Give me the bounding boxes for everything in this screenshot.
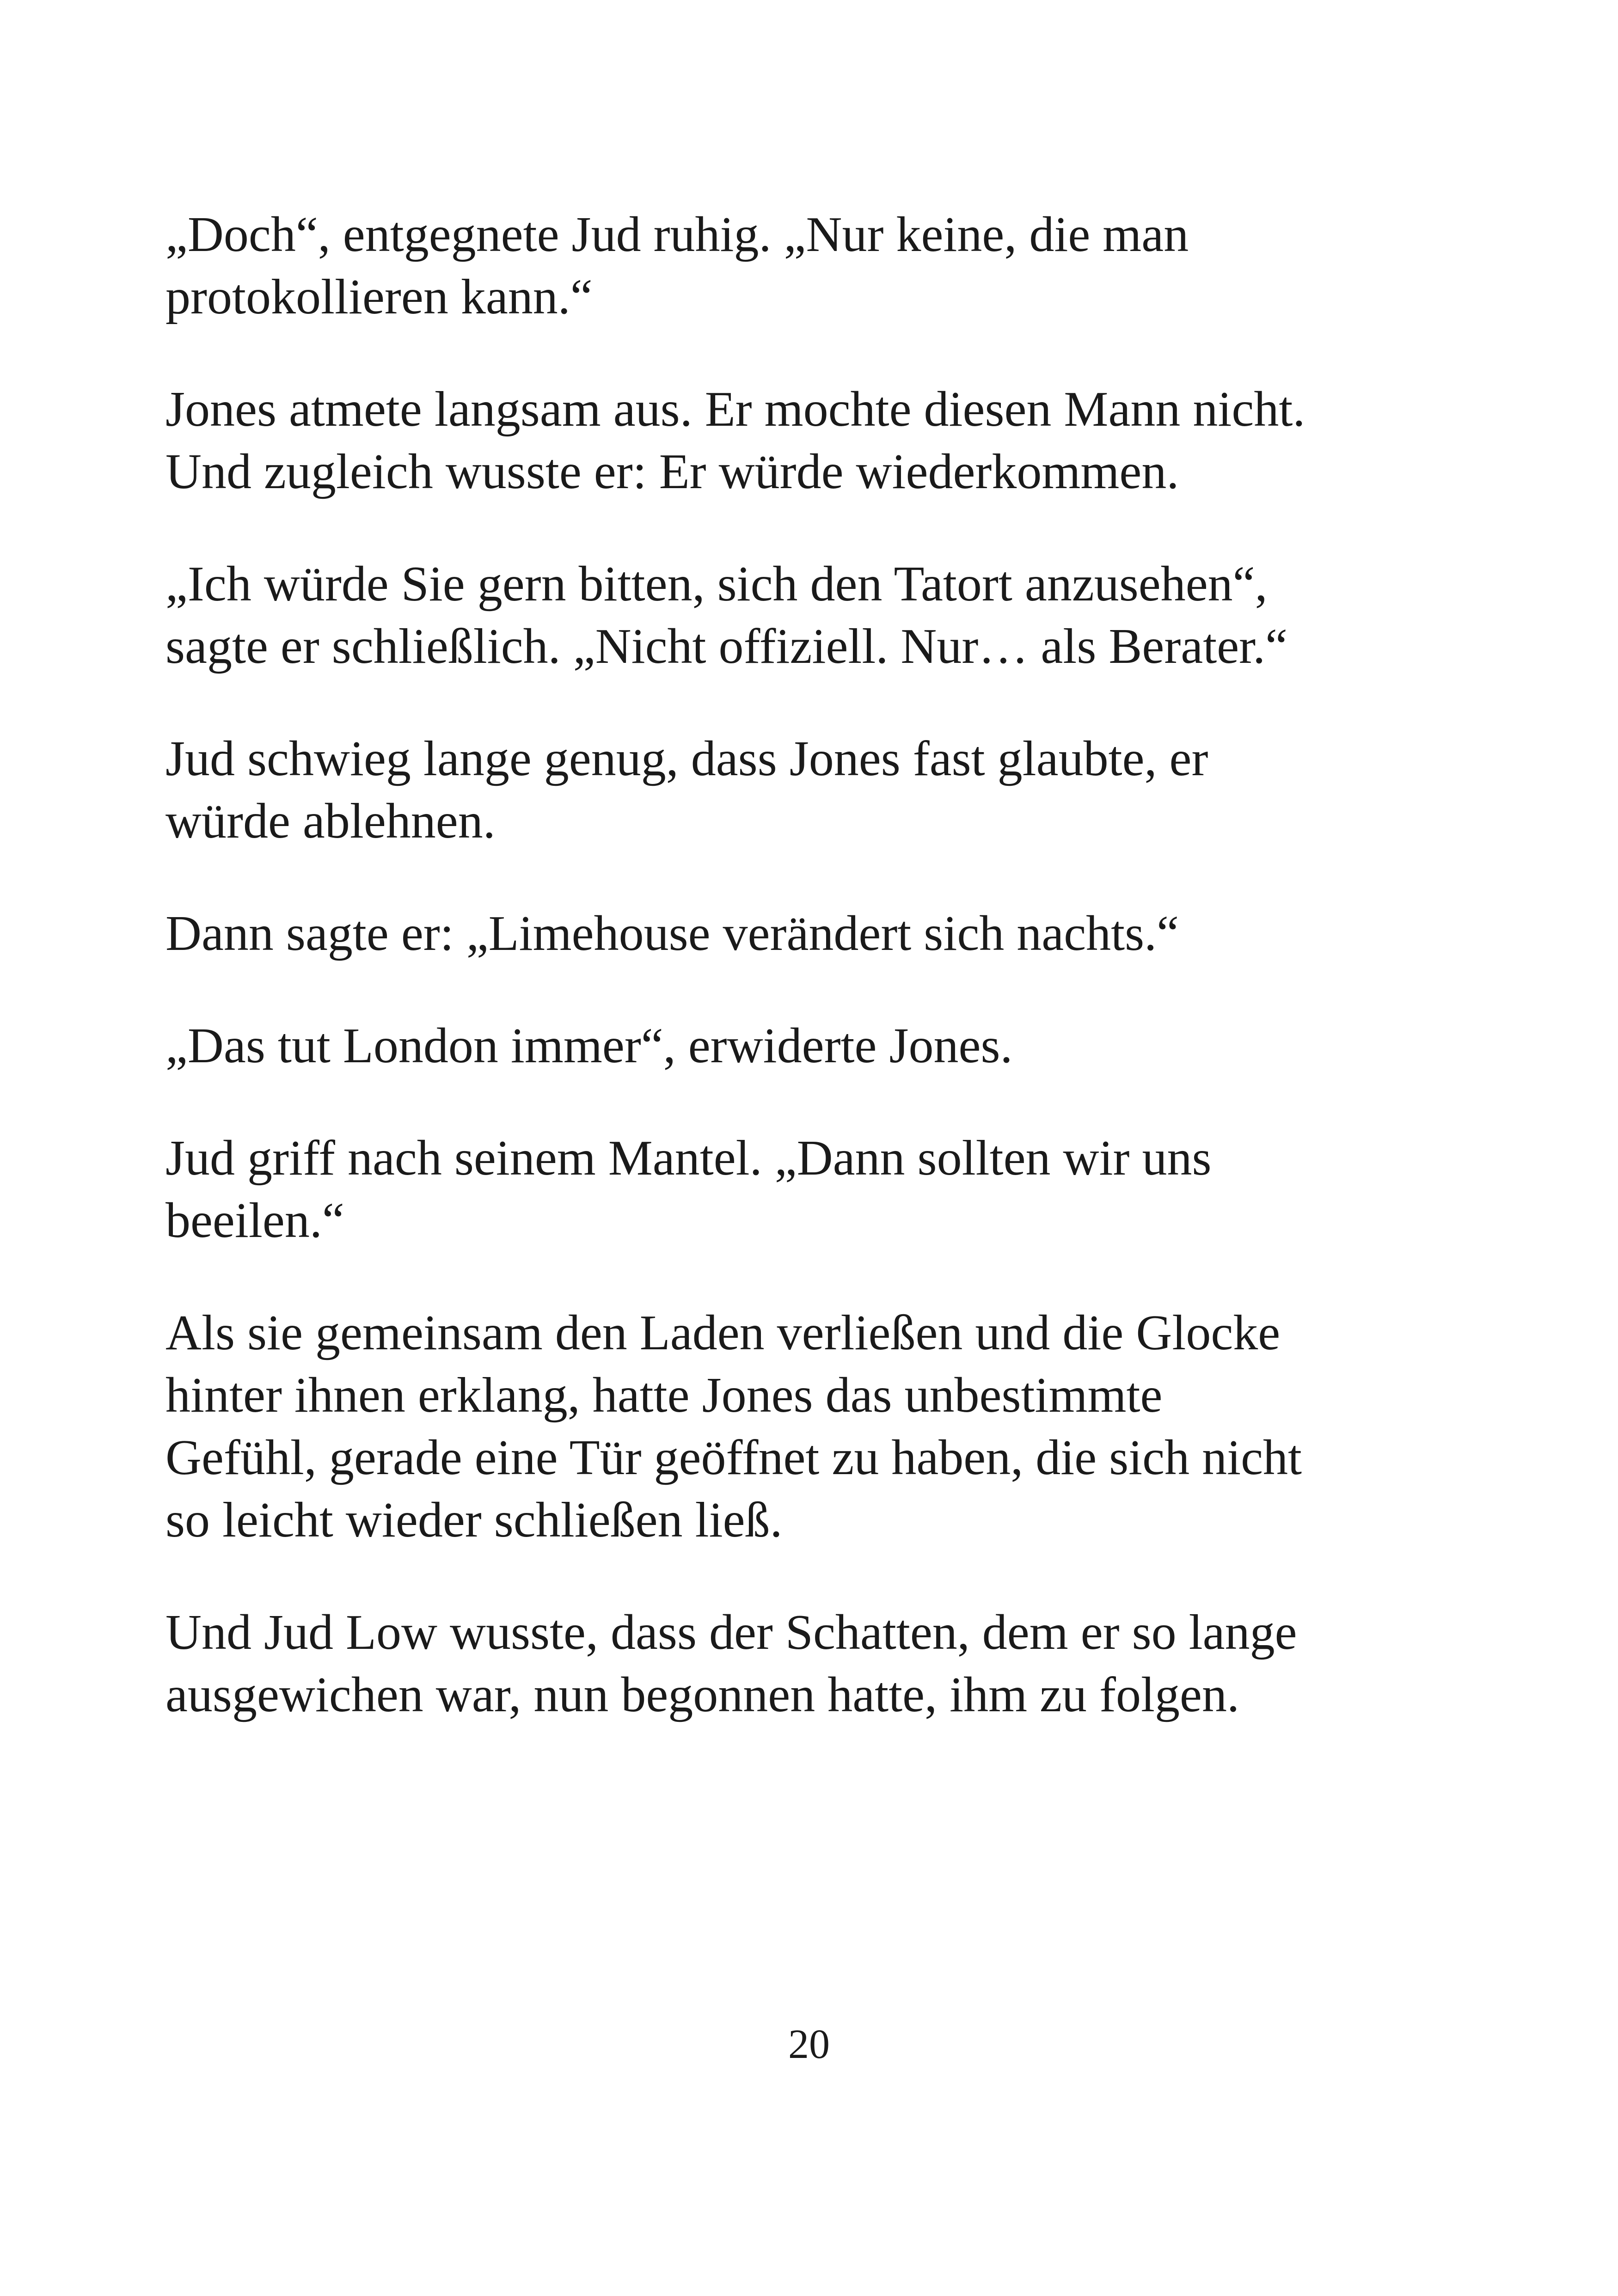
text-line: „Doch“, entgegnete Jud ruhig. „Nur keine, die man [165,207,1189,262]
text-line: hinter ihnen erklang, hatte Jones das unbestimmte [165,1368,1163,1423]
text-line: Jud griff nach seinem Mantel. „Dann sollten wir uns [165,1131,1212,1186]
text-line: würde ablehnen. [165,794,496,849]
text-line: so leicht wieder schließen ließ. [165,1493,783,1548]
text-line: ausgewichen war, nun begonnen hatte, ihm zu folgen. [165,1667,1239,1722]
paragraph-2 [165,378,1395,503]
paragraph-7 [165,1127,1395,1252]
body-text [165,203,1395,1776]
page-number: 20 [788,2021,830,2067]
text-line: „Das tut London immer“, erwiderte Jones. [165,1018,1013,1073]
paragraph-9 [165,1601,1395,1726]
text-line: Als sie gemeinsam den Laden verließen und die Glocke [165,1305,1281,1360]
text-line: „Ich würde Sie gern bitten, sich den Tatort anzusehen“, [165,557,1268,612]
text-line: protokollieren kann.“ [165,269,593,325]
text-line: Und zugleich wusste er: Er würde wiederkommen. [165,444,1179,499]
text-line: beeilen.“ [165,1193,344,1248]
paragraph-6 [165,1015,1395,1077]
text-line: Gefühl, gerade eine Tür geöffnet zu haben, die sich nicht [165,1430,1302,1485]
paragraph-1 [165,203,1395,328]
text-line: Und Jud Low wusste, dass der Schatten, dem er so lange [165,1605,1297,1660]
paragraph-4 [165,728,1395,852]
paragraph-8 [165,1302,1395,1551]
text-line: Dann sagte er: „Limehouse verändert sich nachts.“ [165,906,1179,961]
text-line: sagte er schließlich. „Nicht offiziell. Nur… als Berater.“ [165,619,1288,674]
paragraph-5 [165,902,1395,965]
paragraph-3 [165,553,1395,678]
text-line: Jud schwieg lange genug, dass Jones fast glaubte, er [165,731,1208,786]
text-line: Jones atmete langsam aus. Er mochte diesen Mann nicht. [165,382,1305,437]
